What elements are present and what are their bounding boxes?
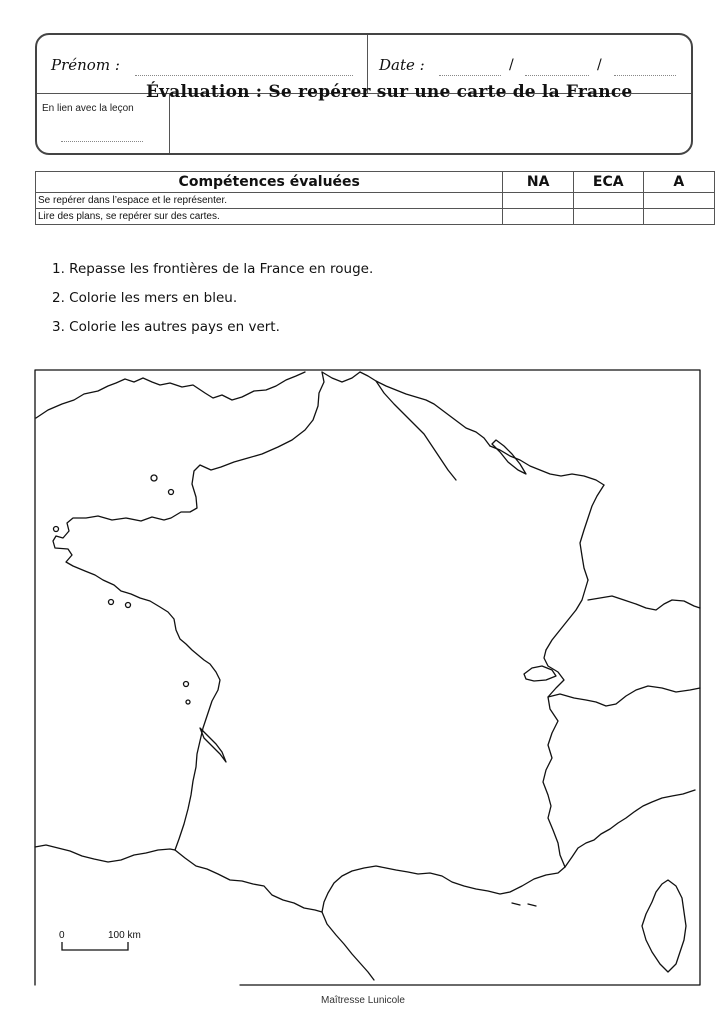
corsica — [642, 880, 686, 972]
germany-border — [490, 446, 604, 485]
catalonia-coast — [322, 912, 374, 980]
competence-label: Lire des plans, se repérer sur des cartes. — [36, 209, 503, 225]
lecon-label: En lien avec la leçon — [42, 103, 134, 114]
england-coast — [36, 372, 305, 418]
italy-border — [565, 790, 695, 867]
swiss-border — [546, 580, 588, 650]
spain-coast — [35, 845, 175, 862]
competence-label: Se repérer dans l’espace et le représenter. — [36, 193, 503, 209]
header-na: NA — [503, 172, 574, 193]
map-frame — [35, 370, 700, 985]
belgium-border — [322, 372, 360, 382]
luxembourg-shape — [492, 440, 526, 474]
header-eca: ECA — [573, 172, 643, 193]
scale-label: 100 km — [108, 930, 141, 941]
prenom-label: Prénom : — [51, 56, 120, 74]
date-slash-2: / — [597, 57, 602, 73]
scale-zero: 0 — [59, 930, 65, 941]
date-slash-1: / — [509, 57, 514, 73]
switzerland-outline — [548, 686, 700, 706]
gironde-estuary — [200, 728, 226, 762]
rhine-border — [580, 485, 604, 580]
date-label: Date : — [379, 56, 425, 74]
header-competences: Compétences évaluées — [36, 172, 503, 193]
channel-coast — [53, 372, 324, 850]
page-title: Évaluation : Se repérer sur une carte de la France — [146, 82, 633, 102]
instruction-3: 3. Colorie les autres pays en vert. — [52, 319, 280, 335]
switzerland-north — [588, 596, 700, 610]
hyeres-islands — [512, 903, 536, 906]
meuse-line — [376, 381, 456, 480]
header-a: A — [643, 172, 714, 193]
instruction-1: 1. Repasse les frontières de la France en rouge. — [52, 261, 374, 277]
pyrenees-border — [175, 850, 322, 912]
mediterranean-coast — [322, 866, 565, 912]
alps-border — [543, 650, 565, 867]
footer-credit: Maîtresse Lunicole — [321, 995, 405, 1006]
scale-bar — [62, 942, 128, 950]
instruction-2: 2. Colorie les mers en bleu. — [52, 290, 238, 306]
